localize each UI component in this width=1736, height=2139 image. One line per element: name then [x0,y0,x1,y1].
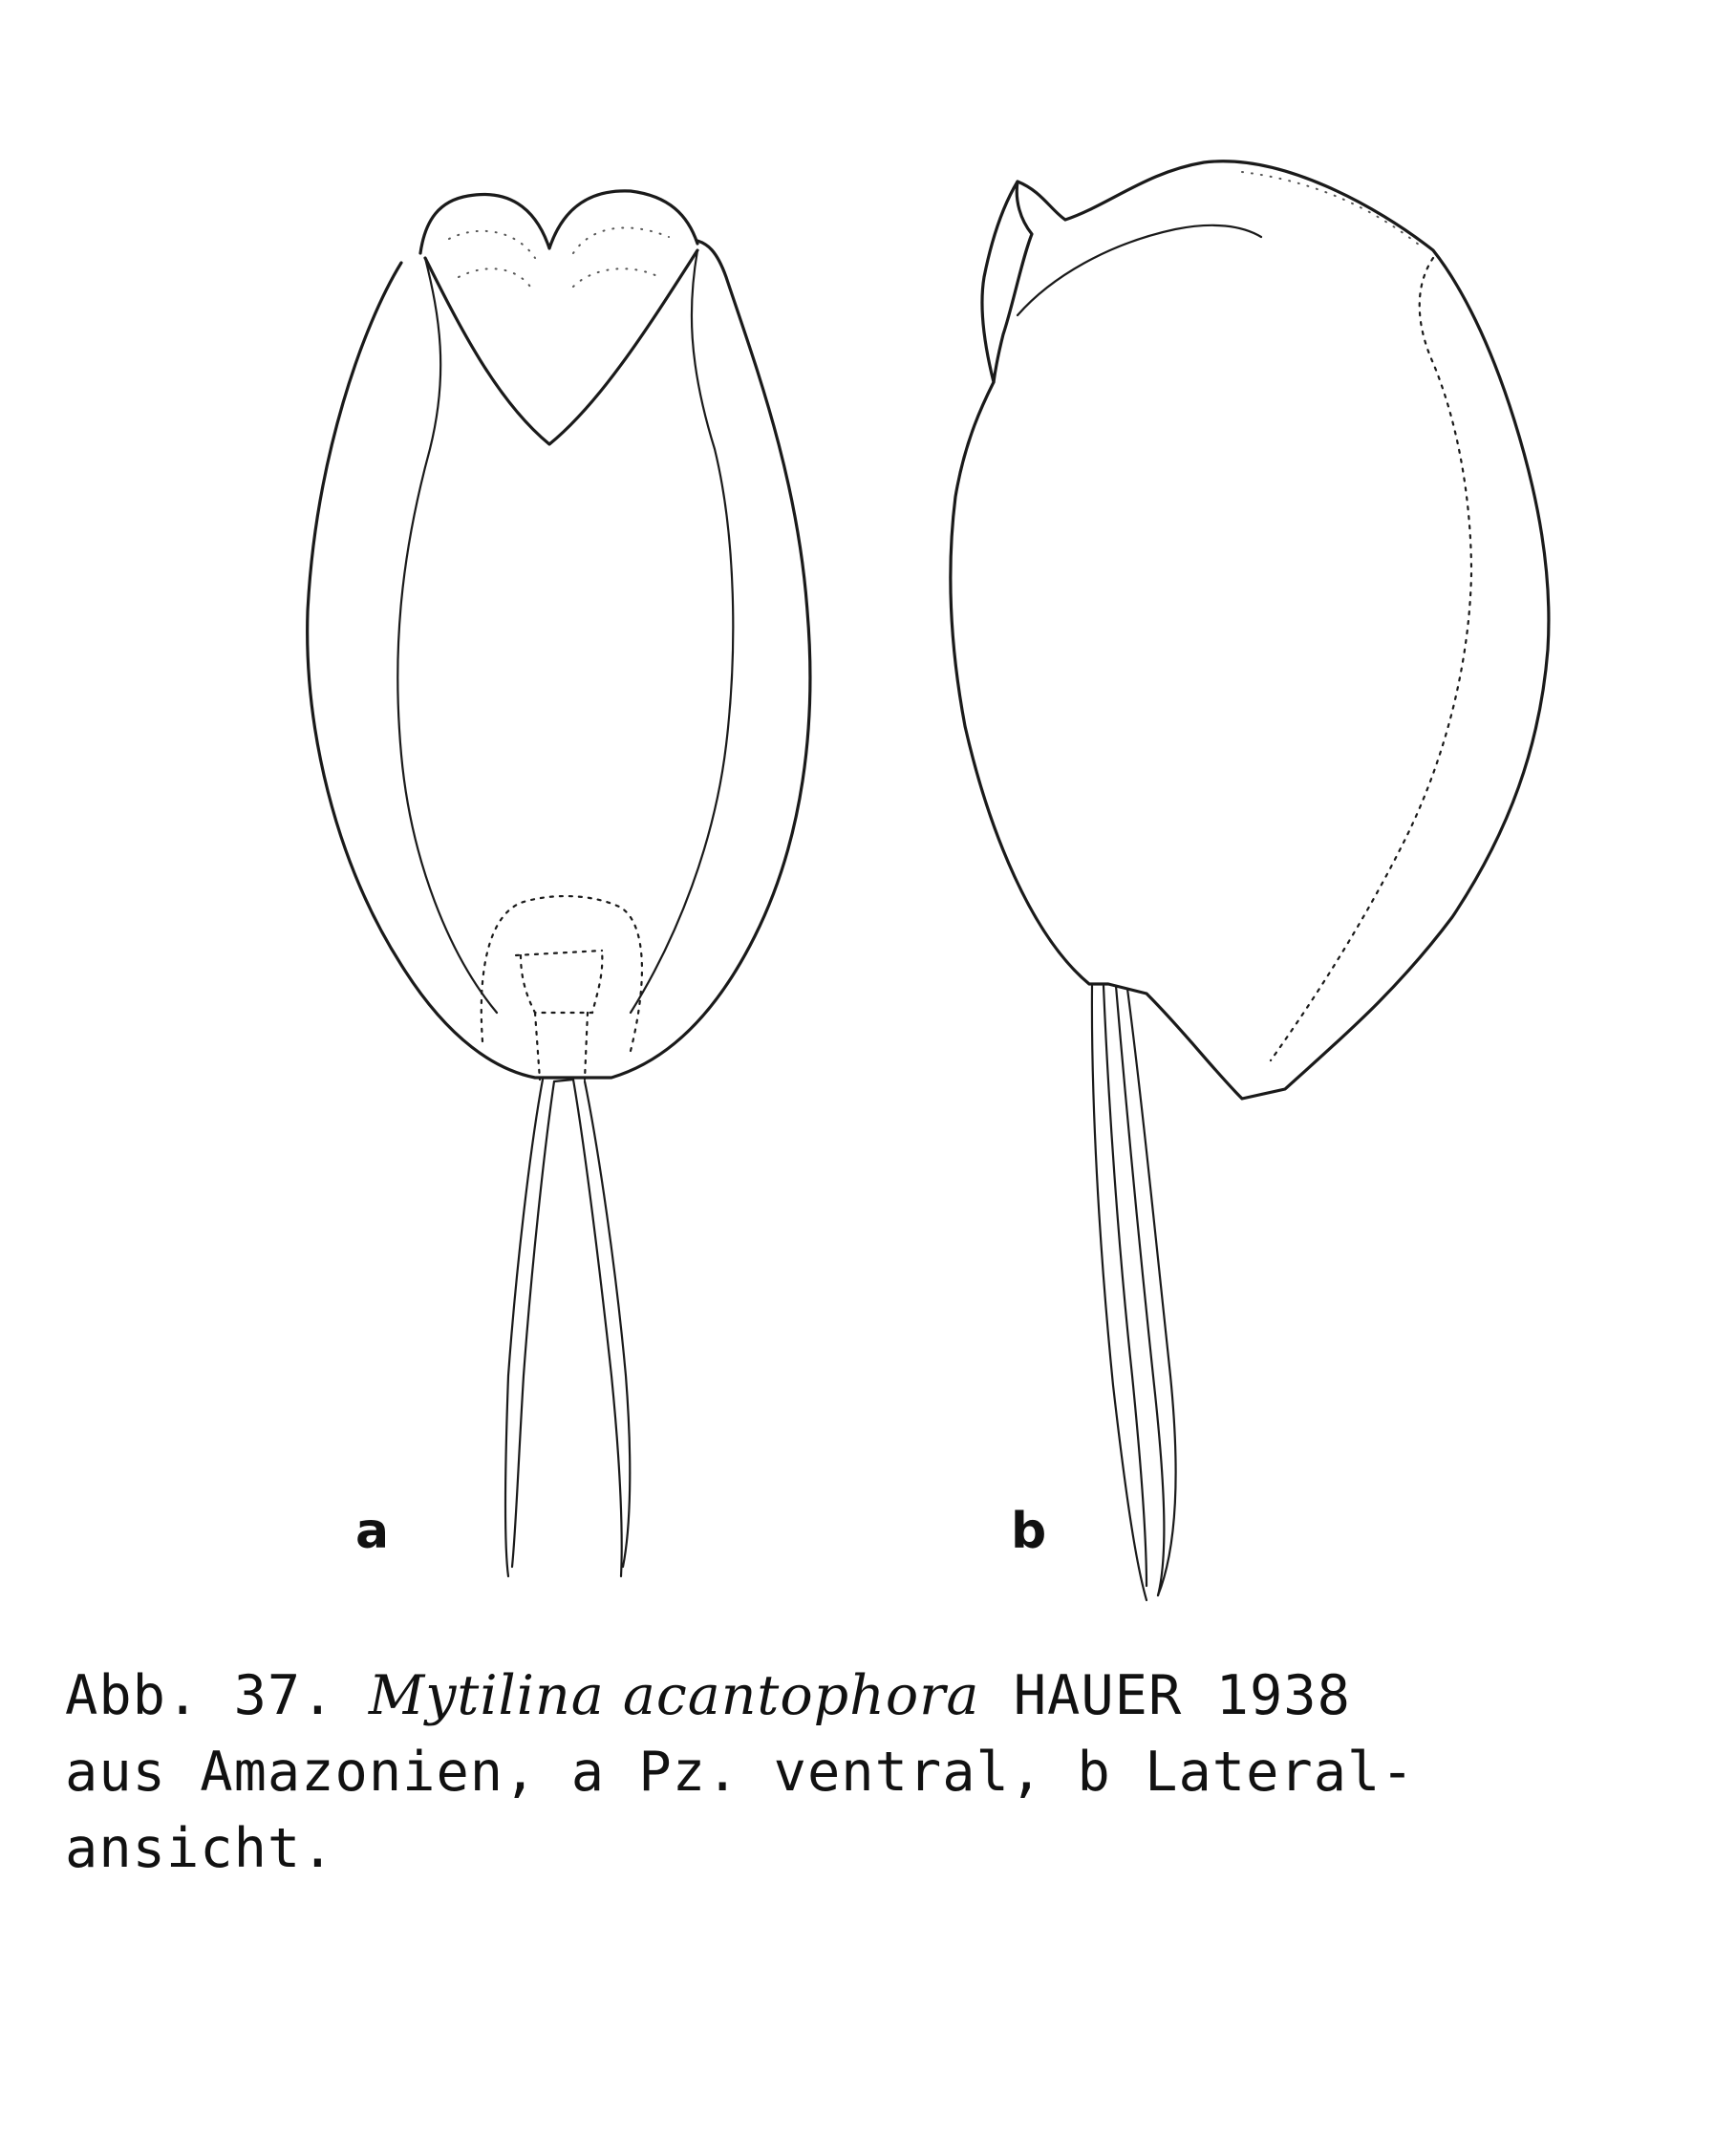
caption-species-name: Mytilina acantophora [368,1664,980,1727]
caption-line-3: ansicht. [65,1817,335,1880]
panel-b-label: b [1011,1503,1047,1560]
caption-line-2: aus Amazonien, a Pz. ventral, b Lateral- [65,1741,1415,1804]
panel-a-ventral-drawing [308,191,810,1576]
panel-a-label: a [355,1503,390,1560]
caption-author-year: HAUER 1938 [979,1664,1351,1727]
panel-b-lateral-drawing [951,161,1549,1600]
figure-caption [65,1658,1689,1887]
caption-prefix: Abb. 37. [65,1664,369,1727]
